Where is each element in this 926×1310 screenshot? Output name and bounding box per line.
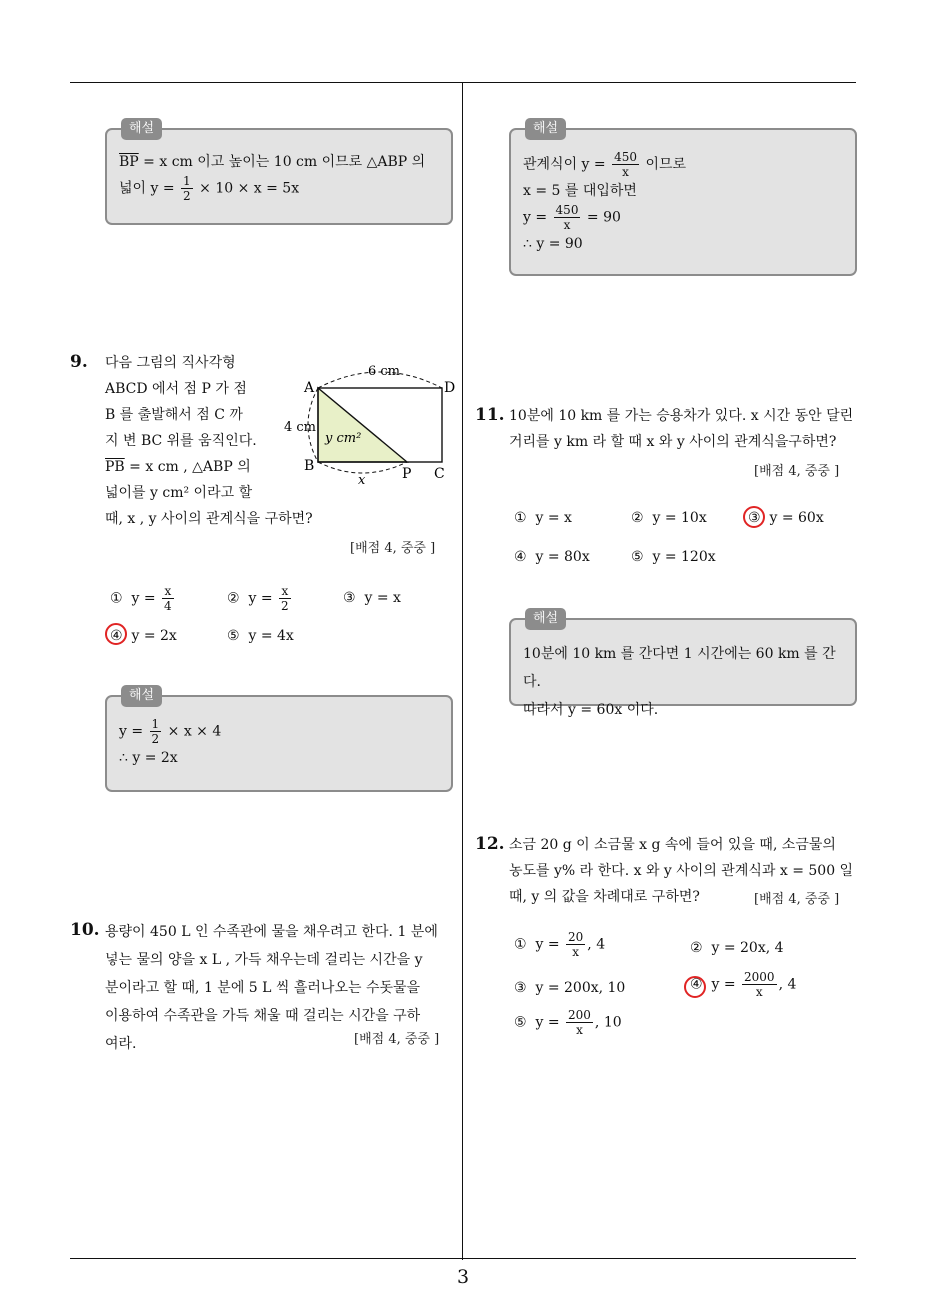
option-11-1[interactable]: ① y = x bbox=[514, 510, 572, 526]
fraction: $\frac{1}{2}$ bbox=[151, 717, 160, 746]
solution-text: × 10 × x = 5x bbox=[194, 180, 300, 197]
question-line: 때, y 의 값을 차례대로 구하면? bbox=[509, 889, 700, 905]
triangle-abp bbox=[318, 388, 407, 462]
question-line: 분이라고 할 때, 1 분에 5 L 씩 흘러나오는 수돗물을 bbox=[105, 980, 421, 996]
fraction: $\frac{200}{x}$ bbox=[568, 1008, 591, 1037]
label-bottom: x bbox=[358, 473, 366, 488]
vertex-p: P bbox=[402, 466, 412, 482]
column-divider bbox=[462, 82, 463, 1260]
question-line: 때, x , y 사이의 관계식을 구하면? bbox=[105, 511, 313, 527]
vertex-a: A bbox=[304, 380, 315, 396]
question-line: 넣는 물의 양을 x L , 가득 채우는데 걸리는 시간을 y bbox=[105, 952, 423, 968]
solution-tag: 해설 bbox=[121, 685, 162, 707]
label-top: 6 cm bbox=[368, 364, 401, 379]
solution-box-11 bbox=[509, 611, 857, 718]
solution-text: 이므로 bbox=[641, 156, 687, 173]
option-12-1[interactable]: ① y = $\frac{20}{x}$ , 4 bbox=[514, 930, 606, 959]
vertex-d: D bbox=[444, 380, 456, 396]
question-line: B 를 출발해서 점 C 까 bbox=[105, 407, 243, 423]
question-text-11 bbox=[509, 403, 859, 455]
solution-line: 따라서 y = 60x 이다. bbox=[523, 702, 659, 718]
option-9-1[interactable]: ① y = $\frac{x}{4}$ bbox=[110, 584, 172, 613]
question-line: 넓이를 y cm² 이라고 할 bbox=[105, 485, 253, 501]
solution-line: ∴ y = 90 bbox=[523, 236, 583, 252]
page-number: 3 bbox=[456, 1266, 470, 1288]
question-line: 용량이 450 L 인 수족관에 물을 채우려고 한다. 1 분에 bbox=[105, 924, 438, 940]
solution-text: = 90 bbox=[582, 209, 621, 226]
top-rule bbox=[70, 82, 856, 83]
option-12-3[interactable]: ③ y = 200x, 10 bbox=[514, 980, 626, 996]
solution-box-10 bbox=[509, 121, 857, 276]
solution-tag: 해설 bbox=[525, 608, 566, 630]
option-11-4[interactable]: ④ y = 80x bbox=[514, 549, 590, 565]
solution-box-9 bbox=[105, 688, 453, 792]
solution-text: = x cm 이고 높이는 10 cm 이므로 △ABP 의 bbox=[138, 154, 426, 170]
solution-text: 관계식이 y = bbox=[523, 156, 611, 173]
vertex-c: C bbox=[434, 466, 445, 482]
option-11-2[interactable]: ② y = 10x bbox=[631, 510, 707, 526]
question-line: 여라. bbox=[105, 1036, 137, 1052]
solution-tag: 해설 bbox=[121, 118, 162, 140]
score-9: [배점 4, 중중 ] bbox=[350, 541, 436, 556]
fraction: $\frac{2000}{x}$ bbox=[744, 970, 775, 999]
rectangle-figure bbox=[282, 358, 462, 488]
solution-line bbox=[119, 150, 439, 174]
fraction: $\frac{x}{4}$ bbox=[164, 584, 172, 613]
fraction: $\frac{x}{2}$ bbox=[281, 584, 289, 613]
option-9-5[interactable]: ⑤ y = 4x bbox=[227, 628, 294, 644]
answer-circle-9 bbox=[105, 623, 127, 645]
segment-bp: $\overline{BP}$ bbox=[119, 154, 139, 170]
score-10: [배점 4, 중중 ] bbox=[354, 1032, 440, 1047]
fraction: $\frac{1}{2}$ bbox=[183, 174, 191, 203]
score-11: [배점 4, 중중 ] bbox=[754, 464, 840, 479]
solution-line bbox=[523, 150, 843, 179]
answer-circle-11 bbox=[743, 506, 765, 528]
option-12-2[interactable]: ② y = 20x, 4 bbox=[690, 940, 784, 956]
option-12-4[interactable]: ④ y = $\frac{2000}{x}$ , 4 bbox=[690, 970, 797, 999]
fraction: $\frac{450}{x}$ bbox=[614, 150, 637, 179]
vertex-b: B bbox=[304, 458, 315, 474]
solution-line bbox=[523, 203, 843, 232]
question-number-11: 11. bbox=[475, 405, 505, 425]
question-line: 거리를 y km 라 할 때 x 와 y 사이의 관계식을구하면? bbox=[509, 434, 837, 450]
option-9-3[interactable]: ③ y = x bbox=[343, 590, 401, 606]
segment-pb: $\overline{PB}$ bbox=[105, 459, 125, 475]
solution-box-8 bbox=[105, 121, 453, 225]
solution-line: y = $\frac{1}{2}$ × x × 4 bbox=[119, 717, 222, 746]
solution-line: ∴ y = 2x bbox=[119, 750, 178, 766]
question-line: 다음 그림의 직사각형 bbox=[105, 355, 236, 371]
label-left: 4 cm bbox=[284, 420, 317, 435]
question-number-9: 9. bbox=[70, 352, 88, 372]
area-label: y cm² bbox=[325, 431, 362, 446]
option-9-4[interactable]: ④ y = 2x bbox=[110, 628, 177, 644]
solution-text: y = bbox=[523, 209, 552, 226]
option-12-5[interactable]: ⑤ y = $\frac{200}{x}$ , 10 bbox=[514, 1008, 622, 1037]
solution-line: 10분에 10 km 를 간다면 1 시간에는 60 km 를 간다. bbox=[523, 646, 836, 690]
question-line: 농도를 y% 라 한다. x 와 y 사이의 관계식과 x = 500 일 bbox=[509, 863, 854, 879]
fraction: $\frac{450}{x}$ bbox=[555, 203, 579, 232]
question-line: 소금 20 g 이 소금물 x g 속에 들어 있을 때, 소금물의 bbox=[509, 837, 836, 853]
score-12: [배점 4, 중중 ] bbox=[754, 892, 840, 907]
question-line: 이용하여 수족관을 가득 채울 때 걸리는 시간을 구하 bbox=[105, 1008, 421, 1024]
answer-circle-12 bbox=[684, 976, 706, 998]
question-line: 10분에 10 km 를 가는 승용차가 있다. x 시간 동안 달린 bbox=[509, 408, 854, 424]
option-9-2[interactable]: ② y = $\frac{x}{2}$ bbox=[227, 584, 289, 613]
question-line: $\overline{PB} = x$ cm , △ABP 의 bbox=[105, 459, 251, 475]
option-11-5[interactable]: ⑤ y = 120x bbox=[631, 549, 716, 565]
option-11-3[interactable]: ③ y = 60x bbox=[748, 510, 824, 526]
solution-tag: 해설 bbox=[525, 118, 566, 140]
dimension-arc-bottom bbox=[318, 462, 407, 473]
solution-line: x = 5 를 대입하면 bbox=[523, 183, 637, 199]
question-number-12: 12. bbox=[475, 834, 505, 854]
question-number-10: 10. bbox=[70, 920, 100, 940]
fraction: $\frac{20}{x}$ bbox=[568, 930, 584, 959]
bottom-rule bbox=[70, 1258, 856, 1259]
question-line: ABCD 에서 점 P 가 점 bbox=[105, 381, 247, 397]
question-line: 지 변 BC 위를 움직인다. bbox=[105, 433, 257, 449]
solution-text: 넓이 y = bbox=[119, 180, 180, 197]
solution-line bbox=[119, 174, 439, 203]
